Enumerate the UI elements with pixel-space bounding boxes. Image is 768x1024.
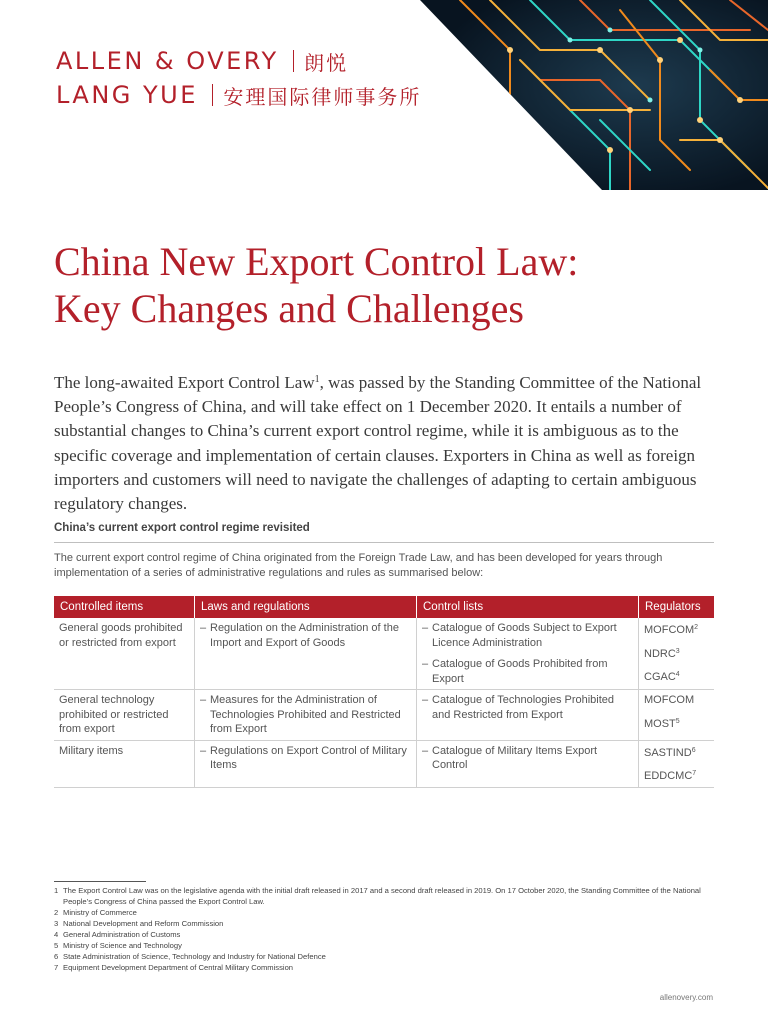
section-divider	[54, 542, 714, 543]
column-header: Controlled items	[60, 601, 144, 613]
firm-logo	[56, 44, 421, 112]
logo-name-cn: 朗悦	[304, 50, 349, 75]
law-text: Regulation on the Administration of the Import and Export of Goods	[210, 622, 399, 649]
footnote-item	[54, 885, 714, 907]
footnote-number: 2	[54, 908, 59, 917]
section-heading: China’s current export control regime revisited	[54, 522, 310, 534]
website-url[interactable]: allenovery.com	[659, 993, 713, 1002]
footnote-text: Ministry of Commerce	[63, 908, 137, 917]
dash-marker: –	[422, 658, 429, 670]
dash-marker: –	[422, 622, 429, 634]
control-list-entry	[422, 657, 633, 686]
control-lists-cell	[416, 741, 638, 787]
footnote-ref[interactable]: 7	[692, 770, 697, 777]
table-row	[54, 741, 714, 788]
table-row	[54, 690, 714, 741]
control-lists-cell	[416, 618, 638, 689]
title-line-2: Key Changes and Challenges	[54, 286, 524, 331]
control-list-text: Catalogue of Goods Prohibited from Export	[432, 658, 608, 685]
laws-cell	[194, 690, 416, 740]
intro-text-start: The long-awaited Export Control Law	[54, 373, 315, 392]
footnotes	[54, 885, 714, 973]
footnote-number: 5	[54, 941, 59, 950]
regulator-name: NDRC$^3$	[644, 647, 680, 660]
control-list-entry	[422, 693, 633, 722]
laws-cell	[194, 618, 416, 689]
control-lists-cell	[416, 690, 638, 740]
control-list-entry	[422, 744, 633, 773]
column-header: Control lists	[416, 596, 638, 618]
logo-name-cn-2: 安理国际律师事务所	[223, 84, 422, 109]
footnote-number: 6	[54, 952, 59, 961]
dash-marker: –	[422, 744, 429, 757]
footnote-text: Ministry of Science and Technology	[63, 941, 182, 950]
footnote-ref[interactable]: 2	[694, 624, 699, 631]
law-text: Regulations on Export Control of Military Items	[210, 744, 407, 771]
controlled-item-cell: Military items	[59, 744, 124, 757]
regulator-name: EDDCMC$^7$	[644, 770, 697, 782]
footnote-text: General Administration of Customs	[63, 930, 181, 939]
table-row	[54, 618, 714, 690]
logo-divider	[293, 50, 295, 72]
law-entry	[200, 621, 411, 650]
dash-marker: –	[200, 694, 207, 706]
regulators-cell	[638, 741, 714, 787]
regulators-cell	[638, 618, 714, 689]
law-text: Measures for the Administration of Technologies Prohibited and Restricted from Export	[210, 694, 401, 735]
footnote-number: 1	[54, 886, 59, 895]
footnote-divider	[54, 881, 146, 882]
logo-name-en: ALLEN & OVERY	[56, 47, 279, 75]
law-entry	[200, 693, 411, 737]
law-entry	[200, 744, 411, 773]
control-list-text: Catalogue of Military Items Export Control	[432, 744, 598, 771]
laws-cell	[194, 741, 416, 787]
table-header-row	[54, 596, 714, 618]
column-header: Laws and regulations	[194, 596, 416, 618]
footnote-ref[interactable]: 6	[691, 746, 696, 754]
footnote-text: The Export Control Law was on the legislative agenda with the initial draft released in 2017 and a second draft released in 2019. On 17 October 2020, the Standing Committee of the National People’s Congress of China passed the Export Control Law.	[63, 886, 701, 906]
regulator-name: CGAC$^4$	[644, 671, 680, 683]
document-title	[54, 238, 734, 332]
footnote-number: 3	[54, 919, 59, 928]
footnote-text: State Administration of Science, Technology and Industry for National Defence	[63, 952, 326, 961]
regulator-name: MOST$^5$	[644, 717, 680, 730]
logo-name-en-2: LANG YUE	[56, 81, 198, 109]
footnote-number: 4	[54, 930, 59, 939]
footnote-ref[interactable]: 5	[675, 717, 680, 725]
table-body	[54, 618, 714, 788]
dash-marker: –	[200, 744, 207, 757]
regulator-name: SASTIND$^6$	[644, 746, 696, 759]
circuit-board-image	[420, 0, 768, 190]
control-list-text: Catalogue of Goods Subject to Export Licence Administration	[432, 622, 617, 649]
footnote-item	[54, 929, 714, 940]
regulator-name: MOFCOM	[644, 694, 695, 706]
controlled-item-cell: General goods prohibited or restricted from export	[59, 622, 183, 649]
footnote-ref[interactable]: 3	[675, 647, 680, 655]
intro-text-end: , was passed by the Standing Committee of the National People’s Congress of China, and will take effect on 1 December 2020. It entails a number of substantial changes to China’s current export control regime, while it is ambiguous as to the specific coverage and implementation of certain clauses. Exporters in China as well as foreign importers and customers will need to navigate the challenges of adapting to certain ambiguous regulatory changes.	[54, 373, 702, 514]
footnote-item	[54, 940, 714, 951]
footnote-item	[54, 962, 714, 973]
footnote-ref[interactable]: 4	[675, 671, 680, 678]
footnote-text: Equipment Development Department of Central Military Commission	[63, 963, 294, 972]
footnote-item	[54, 918, 714, 929]
footnote-number: 7	[54, 963, 59, 972]
regulator-name: MOFCOM$^2$	[644, 624, 699, 636]
footnote-ref-1[interactable]: 1	[314, 374, 320, 385]
section-paragraph: The current export control regime of China originated from the Foreign Trade Law, and has been developed for years through implementation of a series of administrative regulations and rules as summarised below:	[54, 552, 663, 579]
logo-divider-2	[212, 84, 214, 106]
controlled-item-cell: General technology prohibited or restricted from export	[59, 694, 169, 735]
footnote-item	[54, 951, 714, 962]
footnote-item	[54, 907, 714, 918]
title-line-1: China New Export Control Law:	[54, 239, 579, 284]
footnote-text: National Development and Reform Commission	[63, 919, 224, 928]
column-header: Regulators	[638, 596, 714, 618]
regulators-cell	[638, 690, 714, 740]
dash-marker: –	[200, 622, 207, 634]
export-control-table	[54, 596, 714, 788]
intro-paragraph	[54, 368, 724, 516]
control-list-entry	[422, 621, 633, 650]
dash-marker: –	[422, 694, 429, 706]
logo-line-1	[56, 44, 421, 78]
logo-line-2	[56, 78, 421, 112]
control-list-text: Catalogue of Technologies Prohibited and Restricted from Export	[432, 694, 615, 721]
